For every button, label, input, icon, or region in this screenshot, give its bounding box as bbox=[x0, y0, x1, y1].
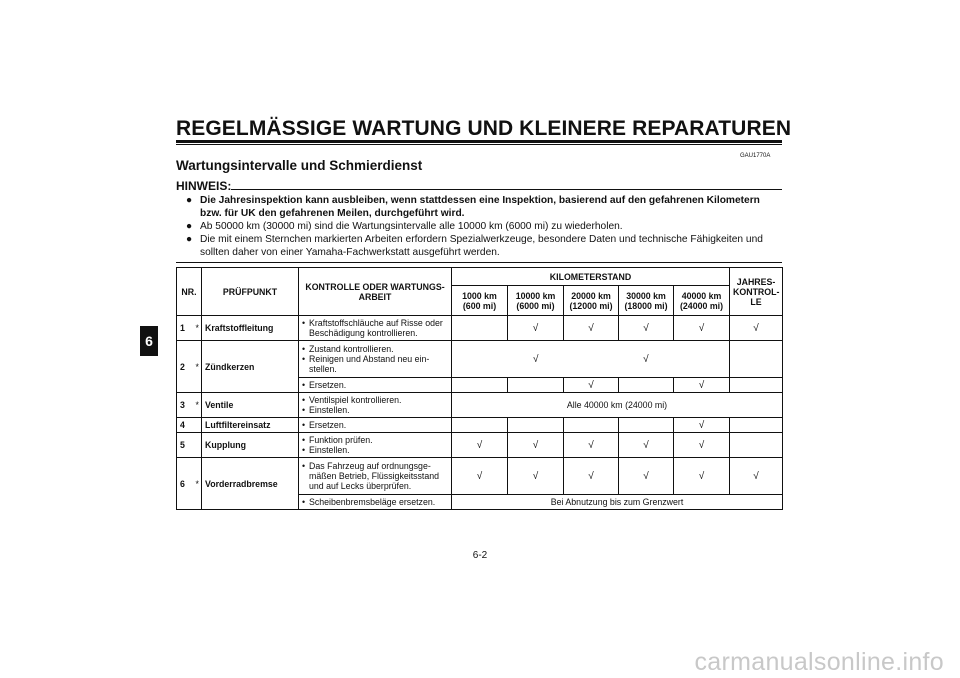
check-mark: √ bbox=[532, 353, 539, 365]
header-nr: NR. bbox=[177, 268, 202, 316]
row-item: Kraftstoffleitung bbox=[202, 316, 299, 341]
row-work bbox=[299, 418, 452, 433]
check-cell: √ bbox=[730, 316, 783, 341]
title-rule bbox=[176, 140, 782, 143]
table-row bbox=[177, 418, 783, 433]
row-number: 2 bbox=[177, 341, 193, 393]
check-cell: √ bbox=[674, 458, 730, 495]
row-star: * bbox=[193, 316, 202, 341]
check-cell: √ bbox=[508, 316, 564, 341]
row-work bbox=[299, 316, 452, 341]
check-cell bbox=[508, 418, 564, 433]
note-item bbox=[186, 233, 782, 259]
check-cell bbox=[619, 418, 674, 433]
row-number: 3 bbox=[177, 393, 193, 418]
note-text: Ab 50000 km (30000 mi) sind die Wartungsintervalle alle 10000 km (6000 mi) zu wiederholen. bbox=[200, 221, 623, 232]
header-km: 1000 km (600 mi) bbox=[452, 286, 508, 316]
check-cell bbox=[508, 378, 564, 393]
row-number: 1 bbox=[177, 316, 193, 341]
table-row bbox=[177, 316, 783, 341]
table-row bbox=[177, 393, 783, 418]
title-rule-thin bbox=[176, 144, 782, 145]
interval-span: Alle 40000 km (24000 mi) bbox=[452, 393, 783, 418]
row-item: Kupplung bbox=[202, 433, 299, 458]
work-line: • Ventilspiel kontrollieren. bbox=[302, 395, 448, 405]
note-text: Die Jahresinspektion kann ausbleiben, wenn stattdessen eine Inspektion, basierend auf den gefahrenen Kilometern bzw. für UK den gefahrenen Meilen, durchgeführt wird. bbox=[200, 195, 760, 219]
bullet-icon: ● bbox=[186, 234, 193, 245]
header-km: 20000 km (12000 mi) bbox=[564, 286, 619, 316]
note-end-rule bbox=[176, 262, 782, 263]
check-cell: √ bbox=[452, 458, 508, 495]
check-cell bbox=[619, 378, 674, 393]
row-star: * bbox=[193, 393, 202, 418]
header-item: PRÜFPUNKT bbox=[202, 268, 299, 316]
row-item: Vorderradbremse bbox=[202, 458, 299, 510]
row-work bbox=[299, 393, 452, 418]
bullet-icon: ● bbox=[186, 195, 193, 206]
note-item bbox=[186, 194, 782, 220]
check-mark: √ bbox=[643, 353, 649, 365]
bullet-icon: ● bbox=[186, 221, 193, 232]
note-label: HINWEIS: bbox=[176, 179, 232, 193]
note-text: Die mit einem Sternchen markierten Arbeiten erfordern Spezialwerkzeuge, besondere Daten und technische Fähigkeiten und sollten daher von einer Yamaha-Fachwerkstatt ausgeführt werden. bbox=[200, 234, 763, 258]
row-work bbox=[299, 458, 452, 495]
check-cell bbox=[730, 418, 783, 433]
check-cell: √ bbox=[619, 316, 674, 341]
watermark: carmanualsonline.info bbox=[694, 648, 944, 676]
row-number: 6 bbox=[177, 458, 193, 510]
note-item bbox=[186, 220, 782, 233]
chapter-tab: 6 bbox=[140, 326, 158, 356]
work-line: • Das Fahrzeug auf ordnungsge-mäßen Betrieb, Flüssigkeitsstand und auf Lecks überprüfen. bbox=[302, 461, 448, 491]
table-row bbox=[177, 433, 783, 458]
work-line: • Kraftstoffschläuche auf Risse oder Beschädigung kontrollieren. bbox=[302, 318, 448, 338]
work-line: • Ersetzen. bbox=[302, 380, 448, 390]
check-cell: √ bbox=[508, 458, 564, 495]
check-cell bbox=[564, 418, 619, 433]
page-number: 6-2 bbox=[472, 550, 488, 561]
note-list bbox=[186, 194, 782, 259]
work-line: • Reinigen und Abstand neu ein-stellen. bbox=[302, 354, 448, 374]
row-item: Zündkerzen bbox=[202, 341, 299, 393]
check-cell: √ bbox=[674, 418, 730, 433]
row-item: Ventile bbox=[202, 393, 299, 418]
row-work bbox=[299, 495, 452, 510]
row-work bbox=[299, 433, 452, 458]
check-cell: √ bbox=[508, 433, 564, 458]
table-row bbox=[177, 458, 783, 495]
work-line: • Zustand kontrollieren. bbox=[302, 344, 448, 354]
work-line: • Einstellen. bbox=[302, 445, 448, 455]
check-cell: √ bbox=[452, 433, 508, 458]
check-cell: √ bbox=[730, 458, 783, 495]
header-work: KONTROLLE ODER WARTUNGS-ARBEIT bbox=[299, 268, 452, 316]
note-rule bbox=[231, 189, 782, 190]
check-cell: √ bbox=[674, 316, 730, 341]
check-cell: √ bbox=[564, 458, 619, 495]
check-cell: √ bbox=[674, 378, 730, 393]
check-cell bbox=[730, 378, 783, 393]
check-cell bbox=[730, 341, 783, 378]
check-cell bbox=[452, 378, 508, 393]
table-header-row bbox=[177, 268, 783, 286]
interval-span: Bei Abnutzung bis zum Grenzwert bbox=[452, 495, 783, 510]
header-km: 10000 km (6000 mi) bbox=[508, 286, 564, 316]
work-line: • Funktion prüfen. bbox=[302, 435, 448, 445]
section-code: GAU1770A bbox=[740, 153, 771, 159]
section-title: Wartungsintervalle und Schmierdienst bbox=[176, 158, 423, 173]
row-item: Luftfiltereinsatz bbox=[202, 418, 299, 433]
check-cell: √ bbox=[619, 433, 674, 458]
row-star bbox=[193, 418, 202, 433]
header-km-group: KILOMETERSTAND bbox=[452, 268, 730, 286]
check-cell: √ bbox=[564, 433, 619, 458]
check-cell bbox=[452, 418, 508, 433]
check-cell: √ bbox=[674, 433, 730, 458]
work-line: • Ersetzen. bbox=[302, 420, 448, 430]
check-cell: √ bbox=[564, 316, 619, 341]
check-cell bbox=[730, 433, 783, 458]
check-cell: √ bbox=[619, 458, 674, 495]
check-cell bbox=[452, 316, 508, 341]
work-line: • Scheibenbremsbeläge ersetzen. bbox=[302, 497, 448, 507]
row-number: 5 bbox=[177, 433, 193, 458]
header-km: 40000 km (24000 mi) bbox=[674, 286, 730, 316]
check-cell: √ bbox=[564, 378, 619, 393]
row-star bbox=[193, 433, 202, 458]
check-span bbox=[452, 341, 730, 378]
row-star: * bbox=[193, 341, 202, 393]
row-star: * bbox=[193, 458, 202, 510]
table-row bbox=[177, 341, 783, 378]
page-title: REGELMÄSSIGE WARTUNG UND KLEINERE REPARATUREN bbox=[176, 117, 792, 140]
work-line: • Einstellen. bbox=[302, 405, 448, 415]
maintenance-table bbox=[176, 267, 783, 510]
header-annual: JAHRES-KONTROL-LE bbox=[730, 268, 783, 316]
row-work bbox=[299, 341, 452, 378]
header-km: 30000 km (18000 mi) bbox=[619, 286, 674, 316]
row-number: 4 bbox=[177, 418, 193, 433]
row-work bbox=[299, 378, 452, 393]
